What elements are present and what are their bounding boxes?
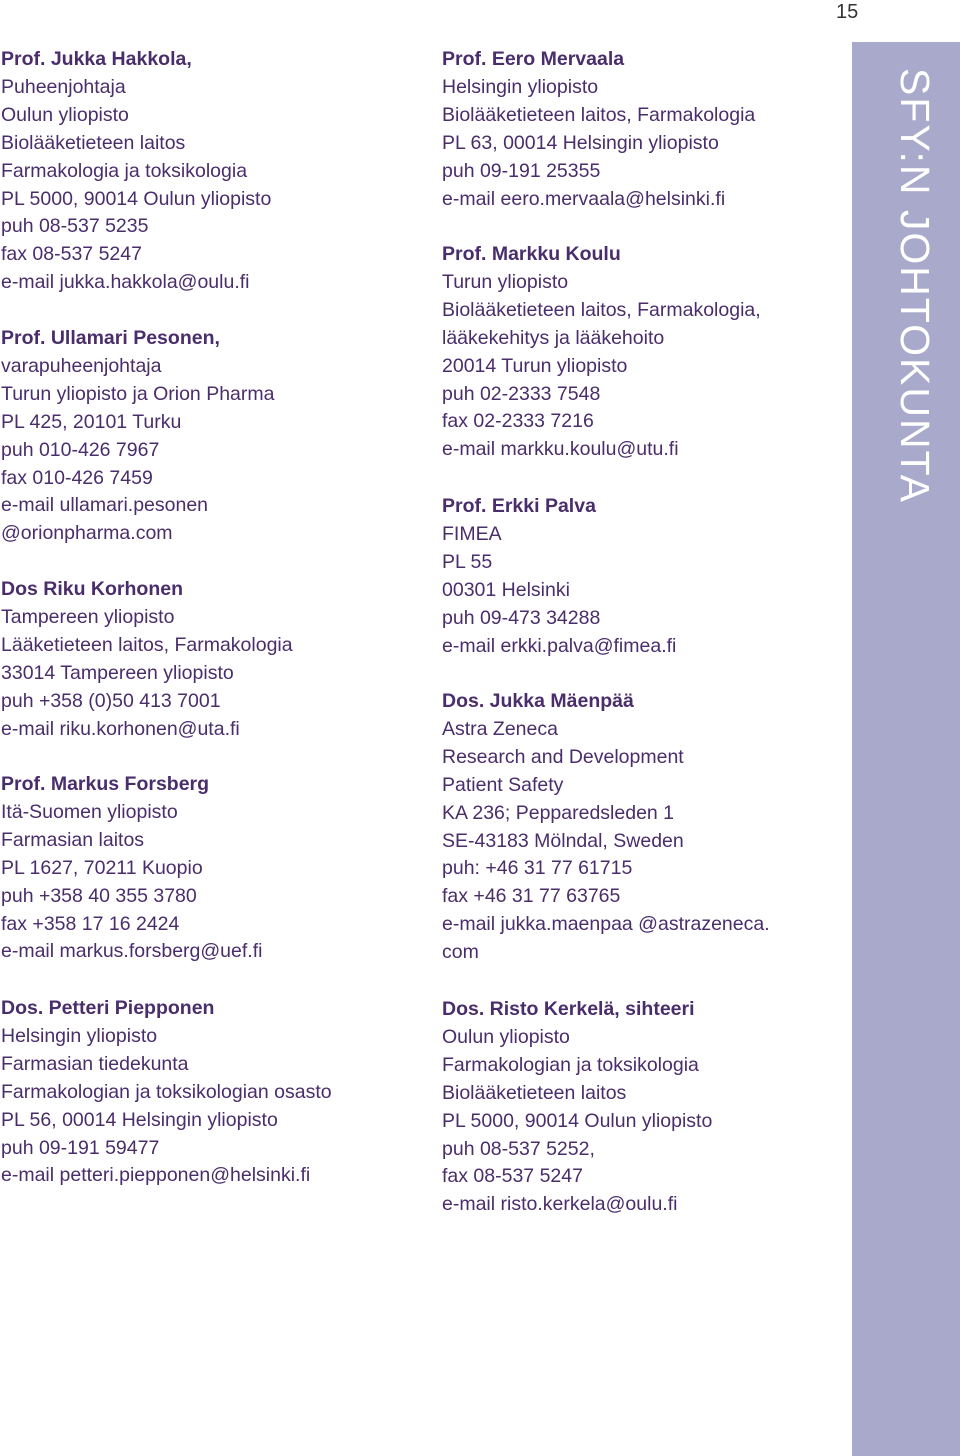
contact-entry (442, 46, 852, 241)
contact-line: e-mail markus.forsberg@uef.fi (1, 940, 263, 963)
right-column (442, 46, 852, 1219)
contact-name: Dos. Risto Kerkelä, sihteeri (442, 998, 695, 1020)
contact-line: puh +358 40 355 3780 (1, 884, 197, 907)
contact-line: PL 55 (442, 550, 493, 573)
contact-name: Dos Riku Korhonen (1, 578, 184, 600)
contact-line: PL 5000, 90014 Oulun yliopisto (442, 1109, 713, 1132)
contact-line: e-mail riku.korhonen@uta.fi (1, 717, 240, 740)
contact-line: e-mail risto.kerkela@oulu.fi (442, 1193, 678, 1216)
contact-line: PL 5000, 90014 Oulun yliopisto (1, 187, 272, 210)
contact-line: fax +358 17 16 2424 (1, 912, 180, 935)
contact-entry (1, 995, 411, 1190)
contact-line: Oulun yliopisto (1, 103, 129, 126)
contact-line: FIMEA (442, 522, 502, 545)
contact-line: Farmasian tiedekunta (1, 1052, 189, 1075)
contact-name: Prof. Jukka Hakkola, (1, 48, 192, 70)
contact-line: Astra Zeneca (442, 717, 558, 740)
contact-line: varapuheenjohtaja (1, 354, 162, 377)
contact-line: Turun yliopisto ja Orion Pharma (1, 382, 275, 405)
contact-line: puh +358 (0)50 413 7001 (1, 689, 221, 712)
contact-line: fax 08-537 5247 (442, 1165, 583, 1188)
contact-line: KA 236; Pepparedsleden 1 (442, 801, 675, 824)
contact-line: Puheenjohtaja (1, 75, 126, 98)
contact-line: e-mail petteri.piepponen@helsinki.fi (1, 1164, 311, 1187)
contact-line: 33014 Tampereen yliopisto (1, 661, 234, 684)
contact-entry (1, 46, 411, 325)
contact-line: PL 1627, 70211 Kuopio (1, 856, 203, 879)
contact-line: Helsingin yliopisto (442, 75, 599, 98)
contact-line: Biolääketieteen laitos, Farmakologia, (442, 298, 761, 321)
contact-line: com (442, 941, 479, 964)
contact-line: Helsingin yliopisto (1, 1024, 158, 1047)
contact-line: puh 02-2333 7548 (442, 382, 601, 405)
contact-entry (442, 996, 852, 1219)
contact-line: Research and Development (442, 745, 684, 768)
contact-line: PL 63, 00014 Helsingin yliopisto (442, 131, 719, 154)
contact-line: Farmakologia ja toksikologia (1, 159, 248, 182)
contact-entry (1, 325, 411, 576)
contact-line: fax +46 31 77 63765 (442, 885, 621, 908)
contact-line: Lääketieteen laitos, Farmakologia (1, 633, 293, 656)
left-column (1, 46, 411, 1190)
contact-line: 00301 Helsinki (442, 578, 570, 601)
contact-line: puh: +46 31 77 61715 (442, 857, 633, 880)
contact-line: Biolääketieteen laitos (1, 131, 186, 154)
contact-line: PL 56, 00014 Helsingin yliopisto (1, 1108, 278, 1131)
contact-line: 20014 Turun yliopisto (442, 354, 628, 377)
contact-entry (1, 576, 411, 771)
contact-line: puh 010-426 7967 (1, 438, 160, 461)
side-title: SFY:N JOHTOKUNTA (892, 68, 938, 504)
contact-line: fax 010-426 7459 (1, 466, 153, 489)
contact-name: Prof. Markus Forsberg (1, 773, 210, 795)
contact-line: Patient Safety (442, 773, 564, 796)
contact-name: Prof. Erkki Palva (442, 495, 596, 517)
contact-name: Prof. Ullamari Pesonen, (1, 327, 220, 349)
contact-line: Farmakologian ja toksikologia (442, 1053, 699, 1076)
contact-line: Oulun yliopisto (442, 1025, 570, 1048)
contact-line: puh 08-537 5252, (442, 1137, 595, 1160)
contact-line: e-mail ullamari.pesonen (1, 494, 209, 517)
contact-line: Biolääketieteen laitos (442, 1081, 627, 1104)
contact-line: fax 02-2333 7216 (442, 410, 594, 433)
contact-line: e-mail erkki.palva@fimea.fi (442, 634, 677, 657)
contact-entry (442, 493, 852, 688)
contact-line: e-mail jukka.maenpaa @astrazeneca. (442, 913, 770, 936)
contact-line: e-mail jukka.hakkola@oulu.fi (1, 271, 250, 294)
contact-line: e-mail markku.koulu@utu.fi (442, 438, 679, 461)
contact-line: Farmasian laitos (1, 828, 145, 851)
contact-line: puh 09-191 25355 (442, 159, 601, 182)
contact-line: Biolääketieteen laitos, Farmakologia (442, 103, 756, 126)
contact-entry (442, 241, 852, 493)
contact-line: puh 09-473 34288 (442, 606, 601, 629)
contact-line: puh 09-191 59477 (1, 1136, 160, 1159)
contact-name: Dos. Jukka Mäenpää (442, 690, 634, 712)
contact-line: Turun yliopisto (442, 270, 569, 293)
contact-line: e-mail eero.mervaala@helsinki.fi (442, 187, 726, 210)
contact-name: Dos. Petteri Piepponen (1, 997, 215, 1019)
page-number: 15 (836, 1, 859, 23)
contact-line: @orionpharma.com (1, 522, 173, 545)
contact-line: SE-43183 Mölndal, Sweden (442, 829, 684, 852)
contact-line: Itä-Suomen yliopisto (1, 800, 178, 823)
contact-name: Prof. Eero Mervaala (442, 48, 625, 70)
contact-line: PL 425, 20101 Turku (1, 410, 182, 433)
contact-line: Farmakologian ja toksikologian osasto (1, 1080, 332, 1103)
contact-line: Tampereen yliopisto (1, 605, 175, 628)
contact-name: Prof. Markku Koulu (442, 243, 621, 265)
contact-entry (442, 688, 852, 996)
contact-line: puh 08-537 5235 (1, 215, 149, 238)
contact-entry (1, 771, 411, 995)
contact-line: lääkekehitys ja lääkehoito (442, 326, 665, 349)
contact-line: fax 08-537 5247 (1, 243, 142, 266)
